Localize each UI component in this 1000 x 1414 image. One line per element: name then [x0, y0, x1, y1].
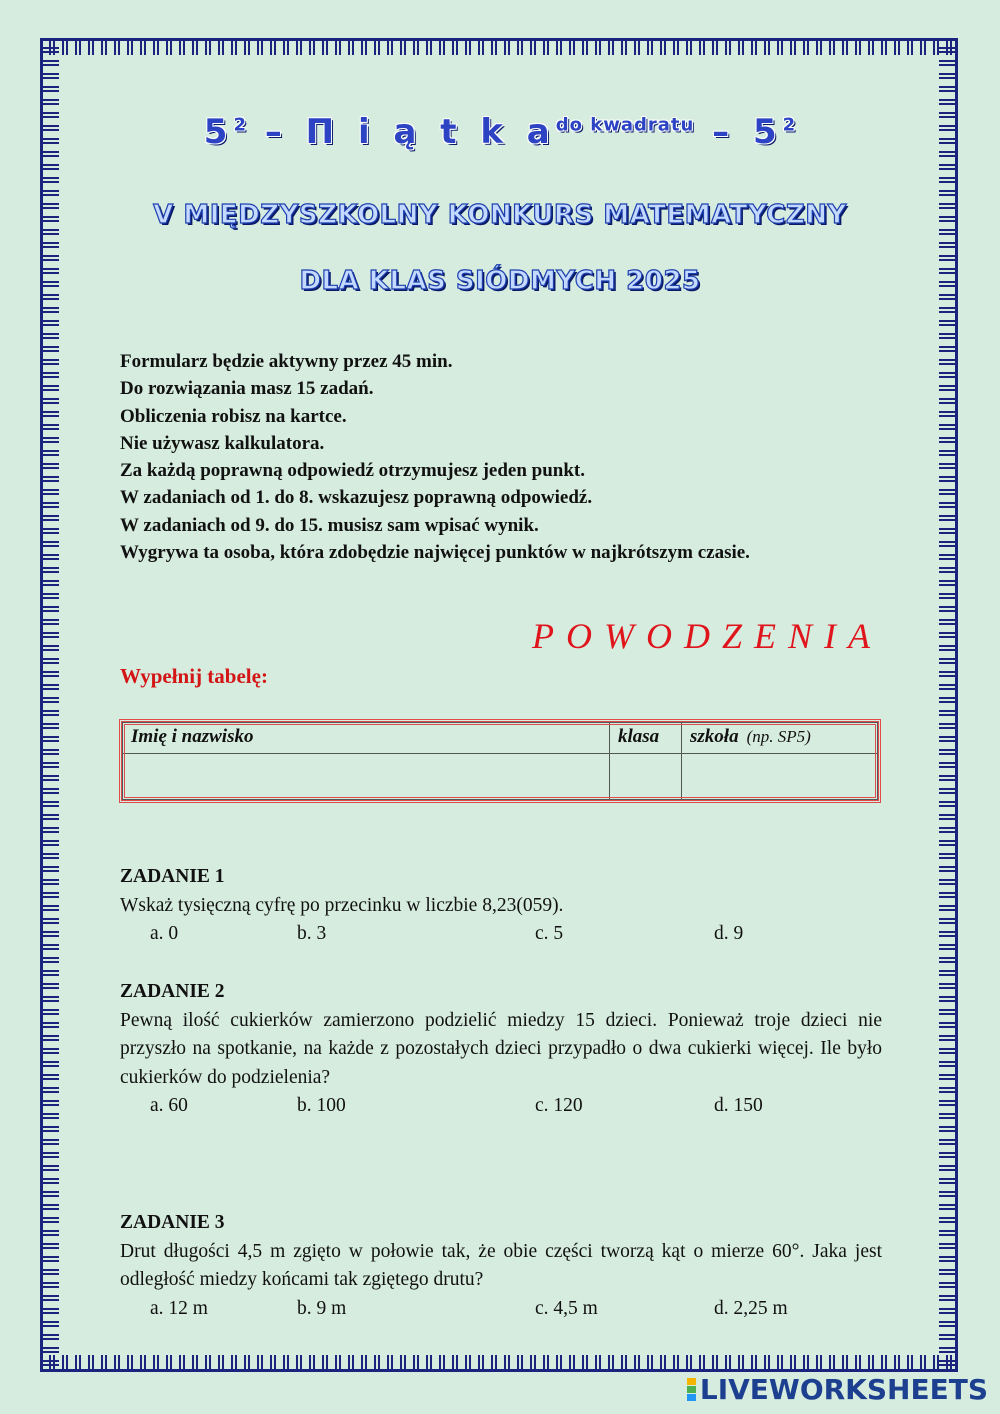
answer-d[interactable]: d. 9 [714, 923, 744, 944]
answer-b[interactable]: b. 9 m [297, 1297, 347, 1319]
rules-list [120, 348, 900, 566]
task-text: Drut długości 4,5 m zgięto w połowie tak, że obie części tworzą kąt o mierze 60°. Jaka jest odległość miedzy końcami tak zgiętego drutu? [120, 1240, 882, 1290]
rule-item: W zadaniach od 9. do 15. musisz sam wpisać wynik. [120, 514, 539, 536]
task-title: ZADANIE 3 [120, 1212, 225, 1233]
answer-b[interactable]: b. 3 [297, 923, 327, 944]
border-bottom [40, 1355, 958, 1372]
rule-item: Do rozwiązania masz 15 zadań. [120, 378, 374, 400]
task-title: ZADANIE 2 [120, 981, 225, 1002]
contest-subtitle: V MIĘDZYSZKOLNY KONKURS MATEMATYCZNY [153, 200, 847, 230]
rule-item: Formularz będzie aktywny przez 45 min. [120, 351, 453, 372]
answer-options [120, 1092, 882, 1120]
answer-c[interactable]: c. 4,5 m [535, 1297, 598, 1319]
task-text: Pewną ilość cukierków zamierzono podzielić miedzy 15 dzieci. Ponieważ troje dzieci nie przyszło na spotkanie, na każde z pozostałych dzieci przypadło o dwa cukierki więcej. Ile było cukierków do podzielenia? [120, 1009, 882, 1088]
fill-table-label: Wypełnij tabelę: [120, 664, 268, 688]
rule-item: Wygrywa ta osoba, która zdobędzie najwięcej punktów w najkrótszym czasie. [120, 542, 750, 564]
rule-item: Za każdą poprawną odpowiedź otrzymujesz jeden punkt. [120, 460, 586, 482]
answer-a[interactable]: a. 60 [150, 1095, 188, 1116]
answer-b[interactable]: b. 100 [297, 1095, 346, 1116]
answer-options [120, 1295, 882, 1323]
contest-subtitle-2: DLA KLAS SIÓDMYCH 2025 [299, 266, 701, 296]
rule-item: W zadaniach od 1. do 8. wskazujesz poprawną odpowiedź. [120, 487, 593, 509]
task-3 [120, 1209, 882, 1323]
task-title: ZADANIE 1 [120, 866, 225, 887]
answer-c[interactable]: c. 120 [535, 1095, 583, 1116]
good-luck-text: POWODZENIA [532, 616, 882, 656]
liveworksheets-logo-icon [687, 1378, 696, 1401]
page-border-frame [40, 38, 958, 1372]
header-name: Imię i nazwisko [123, 723, 610, 754]
answer-c[interactable]: c. 5 [535, 923, 564, 944]
contest-title: $5^2$ – Π i ą t k $a^{do kwadratu} - 5^2$ [203, 112, 797, 152]
border-right [939, 38, 958, 1372]
student-info-table [119, 719, 881, 803]
header-school: szkoła (np. SP5) [682, 723, 878, 754]
answer-options [120, 920, 882, 948]
answer-a[interactable]: a. 12 m [150, 1297, 208, 1319]
school-input-cell[interactable] [682, 754, 878, 800]
border-left [40, 38, 59, 1372]
rule-item: Obliczenia robisz na kartce. [120, 405, 347, 427]
rule-item: Nie używasz kalkulatora. [120, 432, 325, 454]
answer-d[interactable]: d. 2,25 m [714, 1297, 788, 1319]
task-1 [120, 863, 882, 948]
answer-d[interactable]: d. 150 [714, 1095, 763, 1116]
answer-a[interactable]: a. 0 [150, 923, 179, 944]
header-class: klasa [610, 723, 682, 754]
task-text: Wskaż tysięczną cyfrę po przecinku w liczbie 8,23(059). [120, 894, 564, 916]
watermark-text: LIVEWORKSHEETS [699, 1373, 988, 1406]
task-2 [120, 978, 882, 1120]
liveworksheets-watermark [687, 1373, 988, 1406]
border-top [40, 38, 958, 55]
school-hint: (np. SP5) [746, 727, 811, 746]
class-input-cell[interactable] [610, 754, 682, 800]
name-input-cell[interactable] [123, 754, 610, 800]
